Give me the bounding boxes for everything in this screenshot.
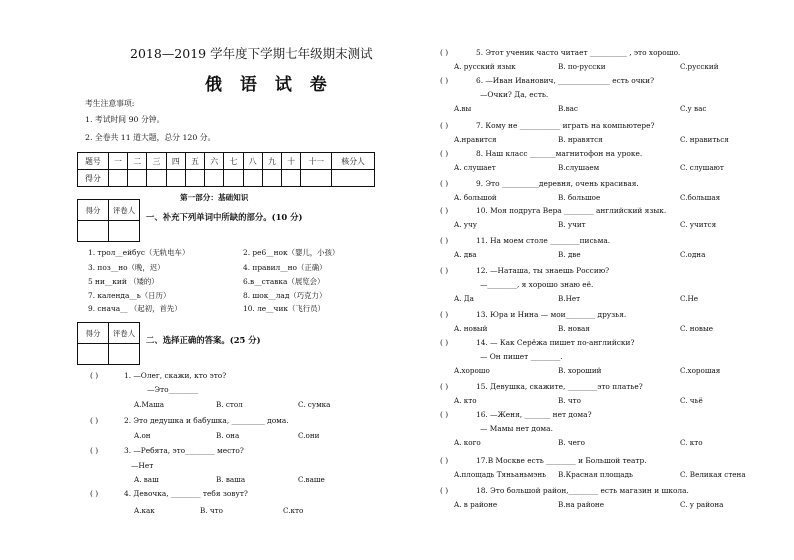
answer-paren[interactable]: ( ) [440,48,449,57]
option-c[interactable]: C. учится [680,220,717,229]
score-value-row [78,170,375,187]
option-b[interactable]: B. она [216,431,240,440]
option-a[interactable]: A.площадь Тяньаньмэнь [454,470,547,479]
option-c[interactable]: C. нравиться [680,135,729,144]
option-b[interactable]: B. нравятся [558,135,603,144]
fill-item: 7. календа__ь（日历） [88,291,171,300]
answer-paren[interactable]: ( ) [90,446,99,455]
option-a[interactable]: A. учу [454,220,477,229]
score-header-cell: 一 [108,153,127,170]
option-c[interactable]: C. сумка [298,400,331,409]
option-c[interactable]: C.они [298,431,320,440]
fill-item: 8. шок__лад（巧克力） [243,291,327,300]
question-12-line2: —________, я хорошо знаю её. [480,280,594,289]
score-table [77,152,375,187]
answer-paren[interactable]: ( ) [440,310,449,319]
score-cell[interactable] [147,170,166,187]
option-a[interactable]: A. два [454,250,477,259]
score-cell[interactable] [108,170,127,187]
answer-paren[interactable]: ( ) [440,266,449,275]
option-a[interactable]: A. кто [454,396,477,405]
score-header-cell: 四 [166,153,185,170]
option-c[interactable]: C. новые [680,324,713,333]
option-c[interactable]: C.большая [680,193,721,202]
option-c[interactable]: C. слушают [680,163,724,172]
score-header-cell: 六 [205,153,224,170]
score-cell[interactable] [185,170,204,187]
question-14: 14. — Как Серёжа пишет по-английски? [476,338,635,347]
option-c[interactable]: C.Не [680,294,699,303]
fill-item: 6.в__ставка（展览会） [243,277,325,286]
question-7: 7. Кому не ___________ играть на компьютере? [476,121,655,130]
mini-header-score: 得分 [78,200,109,221]
score-header-cell: 三 [147,153,166,170]
score-header-cell: 七 [224,153,243,170]
fill-item: 10. ле__чик（飞行员） [243,304,325,313]
fill-item: 5 ни__кий （矮的） [88,277,159,286]
question-18: 18. Это большой район,________ есть магазин и школа. [476,486,689,495]
option-b[interactable]: B. две [558,250,581,259]
fill-item: 2. ре6__нок（婴儿，小孩） [243,248,340,257]
option-b[interactable]: B. стол [216,400,243,409]
score-cell[interactable] [262,170,281,187]
score-header-cell: 核分人 [332,153,375,170]
note-total: 2. 全卷共 11 道大题，总分 120 分。 [85,133,216,142]
question-3: 3. —Ребята, это________ место? [124,446,244,455]
question-16: 16. —Женя, _______ нет дома? [476,410,592,419]
question-9: 9. Это __________деревня, очень красивая. [476,179,639,188]
question-11: 11. На моем столе ________письма. [476,236,611,245]
score-cell[interactable] [205,170,224,187]
option-c[interactable]: C.у вас [680,104,707,113]
question-5: 5. Этот ученик часто читает __________ , это хорошо. [476,48,681,57]
mini-cell[interactable] [109,344,140,365]
answer-paren[interactable]: ( ) [440,179,449,188]
score-header-cell: 二 [128,153,147,170]
option-c[interactable]: C. у района [680,500,724,509]
option-b[interactable]: B. что [200,506,223,515]
option-b[interactable]: B. учит [558,220,586,229]
question-15: 15. Девушка, скажите, ________это платье? [476,382,643,391]
option-c[interactable]: C.одна [680,250,706,259]
question-12: 12. —Наташа, ты знаешь Россию? [476,266,610,275]
option-a[interactable]: A.вы [454,104,472,113]
mini-header-score: 得分 [78,323,109,344]
option-c[interactable]: C.хорошая [680,366,721,375]
answer-paren[interactable]: ( ) [440,76,449,85]
question-16-line2: — Мамы нет дома. [480,424,553,433]
option-b[interactable]: B.Красная площадь [558,470,633,479]
score-header-cell: 题号 [78,153,109,170]
fill-item: 3. поз__но（晚，迟） [88,263,165,272]
question-13: 13. Юра и Нина — мои________ друзья. [476,310,627,319]
answer-paren[interactable]: ( ) [440,236,449,245]
option-c[interactable]: C. Великая стена [680,470,746,479]
fill-item: 9. снача__ （起初，首先） [88,304,182,313]
mini-cell[interactable] [78,221,109,242]
answer-paren[interactable]: ( ) [440,382,449,391]
part1-title: 第一部分：基础知识 [180,193,249,202]
section1-title: 一、补充下列单词中所缺的部分。(10 分) [146,212,303,222]
question-4: 4. Девочка, ________ тебя зовут? [124,489,248,498]
grader-table-1 [77,199,140,242]
grader-table-2 [77,322,140,365]
note-time: 1. 考试时间 90 分钟。 [85,115,165,124]
option-b[interactable]: B. что [558,396,581,405]
option-a[interactable]: A. слушает [454,163,496,172]
score-header-cell: 八 [243,153,262,170]
option-c[interactable]: C.кто [283,506,304,515]
option-b[interactable]: B. ваша [216,475,246,484]
mini-header-grader: 评卷人 [109,200,140,221]
answer-paren[interactable]: ( ) [440,486,449,495]
score-header-cell: 十 [282,153,301,170]
score-cell[interactable] [243,170,262,187]
option-a[interactable]: A.нравится [454,135,497,144]
question-6-line2: —Очки? Да, есть. [480,90,549,99]
option-a[interactable]: A. в районе [454,500,498,509]
score-header-cell: 九 [262,153,281,170]
section2-title: 二、选择正确的答案。(25 分) [146,335,261,345]
question-14-line2: — Он пишет ________. [480,352,563,361]
score-row-label: 得分 [78,170,109,187]
answer-paren[interactable]: ( ) [90,416,99,425]
score-header-row [78,153,375,170]
option-b[interactable]: B. новая [558,324,590,333]
option-a[interactable]: A.Маша [134,400,165,409]
answer-paren[interactable]: ( ) [440,206,449,215]
answer-paren[interactable]: ( ) [90,489,99,498]
score-header-cell: 十一 [301,153,332,170]
fill-item: 4. правил__но（正确） [243,263,327,272]
question-3-line2: —Нет [131,461,154,470]
mini-cell[interactable] [78,344,109,365]
option-b[interactable]: B. чего [558,438,585,447]
answer-paren[interactable]: ( ) [440,149,449,158]
score-cell[interactable] [282,170,301,187]
question-2: 2. Это дедушка и бабушка, _________ дома. [124,416,289,425]
question-8: 8. Наш класс _______магнитофон на уроке. [476,149,643,158]
option-a[interactable]: A.как [134,506,155,515]
option-b[interactable]: B.слушаем [558,163,600,172]
mini-header-grader: 评卷人 [109,323,140,344]
answer-paren[interactable]: ( ) [440,410,449,419]
option-b[interactable]: B. хороший [558,366,602,375]
exam-title: 2018—2019 学年度下学期七年级期末测试 [130,46,373,61]
option-b[interactable]: B.Нет [558,294,581,303]
option-a[interactable]: A.он [134,431,151,440]
option-c[interactable]: C.ваше [298,475,325,484]
option-c[interactable]: C. кто [680,438,703,447]
option-a[interactable]: A.хорошо [454,366,490,375]
score-cell[interactable] [224,170,243,187]
option-a[interactable]: A. Да [454,294,474,303]
option-a[interactable]: A. ваш [134,475,159,484]
score-header-cell: 五 [185,153,204,170]
option-b[interactable]: B.на районе [558,500,604,509]
answer-paren[interactable]: ( ) [440,121,449,130]
score-cell[interactable] [332,170,375,187]
option-b[interactable]: B. по-русски [558,62,606,71]
option-b[interactable]: B.вас [558,104,578,113]
option-a[interactable]: A. русский язык [454,62,516,71]
question-10: 10. Моя подруга Вера ________ английский язык. [476,206,667,215]
option-a[interactable]: A. большой [454,193,497,202]
question-17: 17.В Москве есть ________ и Большой театр. [476,456,647,465]
option-b[interactable]: B. большое [558,193,601,202]
fill-item: 1. трол__ейбус（无轨电车） [88,248,190,257]
exam-subtitle: 俄 语 试 卷 [205,75,333,95]
mini-cell[interactable] [109,221,140,242]
option-a[interactable]: A. новый [454,324,488,333]
score-cell[interactable] [301,170,332,187]
score-cell[interactable] [128,170,147,187]
answer-paren[interactable]: ( ) [90,371,99,380]
option-c[interactable]: C. чьё [680,396,703,405]
score-cell[interactable] [166,170,185,187]
notes-heading: 考生注意事项: [85,99,135,108]
question-6: 6. —Иван Иванович, ______________ есть очки? [476,76,655,85]
question-1: 1. —Олег, скажи, кто это? [124,371,227,380]
question-1-line2: —Это________ [147,385,199,394]
option-c[interactable]: C.русский [680,62,719,71]
answer-paren[interactable]: ( ) [440,338,449,347]
answer-paren[interactable]: ( ) [440,456,449,465]
option-a[interactable]: A. кого [454,438,481,447]
